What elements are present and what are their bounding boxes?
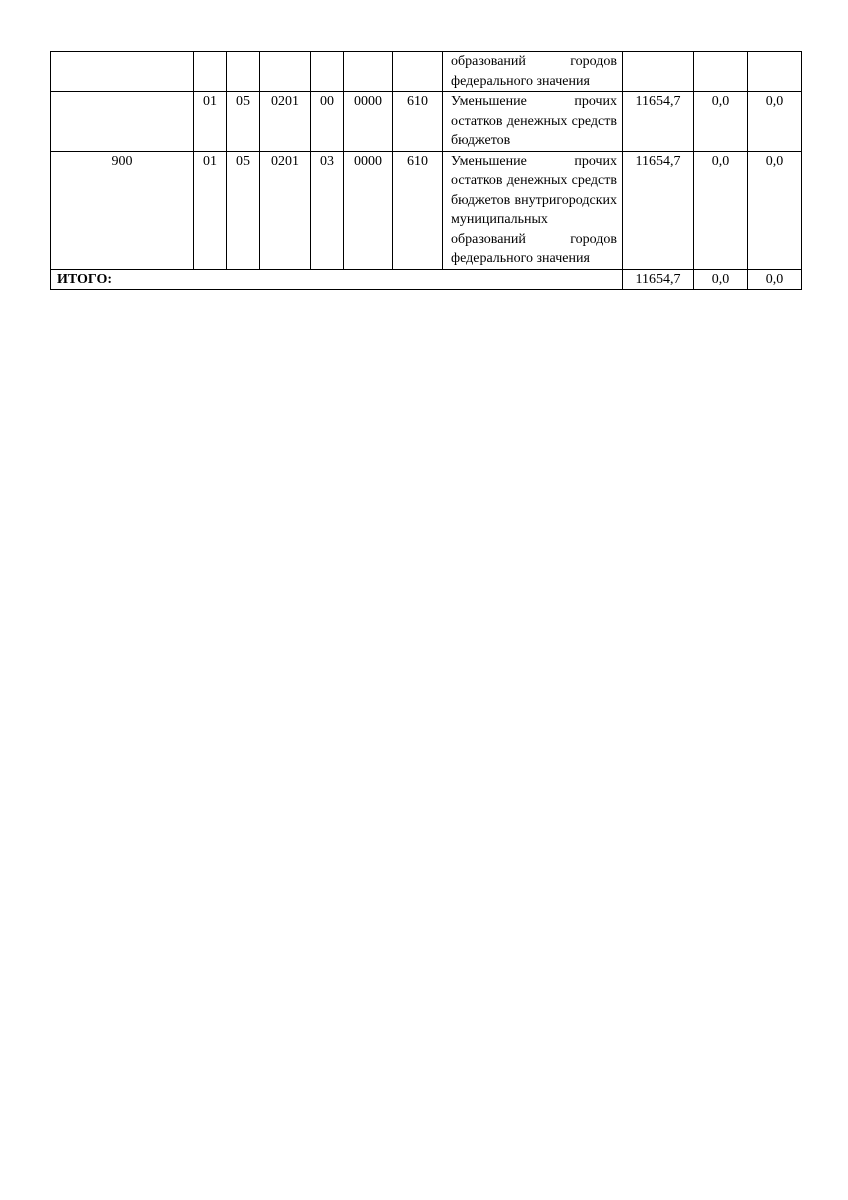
code-subgroup-cell: 05 — [227, 151, 260, 269]
table-row — [51, 151, 802, 269]
total-year3-cell: 0,0 — [748, 269, 802, 290]
code-element-cell — [311, 52, 344, 92]
code-group-cell — [194, 52, 227, 92]
code-kosgu-cell — [393, 52, 443, 92]
code-article-cell: 0201 — [260, 151, 311, 269]
code-group-cell: 01 — [194, 151, 227, 269]
code-element-cell: 03 — [311, 151, 344, 269]
description-cell: образований городов федерального значения — [443, 52, 623, 92]
admin-code-cell: 900 — [51, 151, 194, 269]
code-group-cell: 01 — [194, 92, 227, 152]
code-element-cell: 00 — [311, 92, 344, 152]
amount-year3-cell: 0,0 — [748, 151, 802, 269]
total-year2-cell: 0,0 — [694, 269, 748, 290]
amount-year3-cell: 0,0 — [748, 92, 802, 152]
admin-code-cell — [51, 92, 194, 152]
description-cell: Уменьшение прочих остатков денежных средств бюджетов внутригородских муниципальных образований городов федерального значения — [443, 151, 623, 269]
description-cell: Уменьшение прочих остатков денежных средств бюджетов — [443, 92, 623, 152]
total-row — [51, 269, 802, 290]
amount-year2-cell: 0,0 — [694, 92, 748, 152]
code-article-cell: 0201 — [260, 92, 311, 152]
table-row — [51, 92, 802, 152]
total-label: ИТОГО: — [51, 269, 623, 290]
code-program-cell: 0000 — [344, 151, 393, 269]
amount-year2-cell: 0,0 — [694, 151, 748, 269]
budget-sources-table — [50, 51, 802, 290]
table-row — [51, 52, 802, 92]
code-subgroup-cell: 05 — [227, 92, 260, 152]
code-kosgu-cell: 610 — [393, 92, 443, 152]
code-article-cell — [260, 52, 311, 92]
amount-year1-cell — [623, 52, 694, 92]
admin-code-cell — [51, 52, 194, 92]
amount-year1-cell: 11654,7 — [623, 92, 694, 152]
code-subgroup-cell — [227, 52, 260, 92]
code-program-cell: 0000 — [344, 92, 393, 152]
amount-year2-cell — [694, 52, 748, 92]
code-kosgu-cell: 610 — [393, 151, 443, 269]
amount-year1-cell: 11654,7 — [623, 151, 694, 269]
amount-year3-cell — [748, 52, 802, 92]
total-year1-cell: 11654,7 — [623, 269, 694, 290]
code-program-cell — [344, 52, 393, 92]
